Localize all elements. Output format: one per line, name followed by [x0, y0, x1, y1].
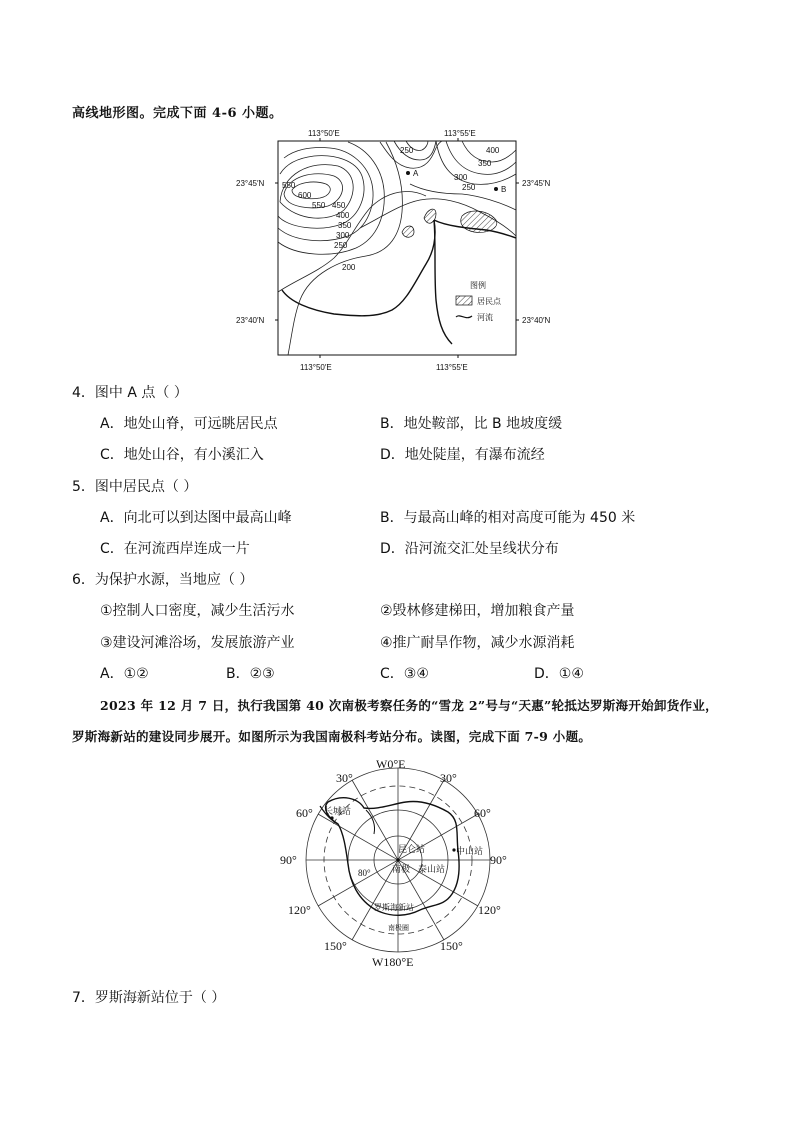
map-frame: [278, 141, 516, 355]
question-6-option-c[interactable]: C．③④: [380, 666, 429, 682]
zhongshan-dot: [452, 848, 455, 851]
question-5-option-a[interactable]: A．向北可以到达图中最高山峰: [100, 510, 292, 526]
contour-lines: [278, 141, 516, 355]
lat-label-upper-left: 23°45′N: [236, 179, 265, 188]
question-6-option-b[interactable]: B．②③: [226, 666, 275, 682]
south-pole-dot: [396, 858, 399, 861]
passage-line-2: 罗斯海新站的建设同步展开。如图所示为我国南极科考站分布。读图，完成下面 7-9 小题。: [72, 729, 592, 744]
contour-label: 400: [486, 146, 500, 155]
topographic-map: [230, 124, 570, 374]
contour-label: 300: [336, 231, 350, 240]
station-kunlun: 昆仑站: [398, 844, 426, 854]
question-4-option-c[interactable]: C．地处山谷，有小溪汇入: [100, 447, 264, 463]
question-6-stem: 6．为保护水源，当地应（ ）: [72, 572, 254, 588]
lat-label-upper-right: 23°45′N: [522, 179, 551, 188]
meridian-label-right-150: 150°: [440, 939, 463, 953]
contour-labels: [282, 146, 500, 272]
station-ross-sea: 罗斯海新站: [374, 903, 414, 912]
question-6-option-d[interactable]: D．①④: [534, 666, 584, 682]
point-b-label: B: [501, 185, 507, 194]
contour-label: 600: [298, 191, 312, 200]
contour-label: 350: [478, 159, 492, 168]
meridian-label-top: W0°E: [376, 757, 406, 771]
meridian-label-right-60: 60°: [474, 806, 491, 820]
station-zhongshan: 中山站: [456, 846, 484, 856]
question-5-option-b[interactable]: B．与最高山峰的相对高度可能为 450 米: [380, 510, 636, 526]
meridian-label-left-120: 120°: [288, 903, 311, 917]
legend-settlement-label: 居民点: [477, 297, 501, 306]
south-pole-label: 南极: [392, 864, 411, 874]
question-6-statement-3: ③建设河滩浴场，发展旅游产业: [100, 635, 295, 651]
changcheng-dot: [330, 816, 333, 819]
contour-label: 550: [312, 201, 326, 210]
contour-label: 300: [454, 173, 468, 182]
settlement-2: [402, 226, 414, 237]
question-4-option-b[interactable]: B．地处鞍部，比 B 地坡度缓: [380, 416, 563, 432]
contour-label: 250: [462, 183, 476, 192]
question-5-option-c[interactable]: C．在河流西岸连成一片: [100, 541, 250, 557]
lon-label-top-right: 113°55′E: [444, 129, 476, 138]
passage-line-1: 2023 年 12 月 7 日，执行我国第 40 次南极考察任务的“雪龙 2”号与“天惠”轮抵达罗斯海开始卸货作业，: [100, 698, 718, 713]
map-ticks: [275, 138, 519, 358]
question-5-option-d[interactable]: D．沿河流交汇处呈线状分布: [380, 541, 559, 557]
legend-settlement-swatch: [456, 296, 472, 305]
question-7-stem: 7．罗斯海新站位于（ ）: [72, 990, 226, 1006]
question-4-option-d[interactable]: D．地处陡崖，有瀑布流经: [380, 447, 545, 463]
legend-river-label: 河流: [477, 313, 493, 322]
antarctic-circle-label: 南极圈: [388, 924, 409, 932]
legend-river-swatch: [456, 316, 472, 318]
contour-label: 250: [334, 241, 348, 250]
contour-label: 200: [342, 263, 356, 272]
point-a-marker: [406, 171, 410, 175]
contour-label: 250: [400, 146, 414, 155]
question-4-option-a[interactable]: A．地处山脊，可远眺居民点: [100, 416, 278, 432]
lat-label-lower-left: 23°40′N: [236, 316, 265, 325]
point-a-label: A: [413, 169, 419, 178]
question-4-stem: 4．图中 A 点（ ）: [72, 385, 188, 401]
contour-label: 550: [282, 181, 296, 190]
point-b-marker: [494, 187, 498, 191]
meridian-label-left-90: 90°: [280, 853, 297, 867]
question-6-option-a[interactable]: A．①②: [100, 666, 149, 682]
lon-label-bottom-right: 113°55′E: [436, 363, 468, 372]
question-6-statement-2: ②毁林修建梯田，增加粮食产量: [380, 603, 575, 619]
antarctic-station-map: [268, 754, 528, 970]
question-5-stem: 5．图中居民点（ ）: [72, 479, 198, 495]
meridian-label-right-120: 120°: [478, 903, 501, 917]
meridian-label-left-60: 60°: [296, 806, 313, 820]
meridian-label-left-150: 150°: [324, 939, 347, 953]
meridian-label-right-90: 90°: [490, 853, 507, 867]
ice-shelf-line: [366, 810, 375, 834]
lat-80-label: 80°: [358, 868, 371, 878]
lat-label-lower-right: 23°40′N: [522, 316, 551, 325]
contour-label: 400: [336, 211, 350, 220]
station-taishan: 泰山站: [418, 864, 446, 874]
lon-label-bottom-left: 113°50′E: [300, 363, 332, 372]
legend-title: 图例: [470, 281, 486, 290]
settlement-3: [461, 211, 497, 232]
lon-label-top-left: 113°50′E: [308, 129, 340, 138]
question-6-statement-1: ①控制人口密度，减少生活污水: [100, 603, 295, 619]
meridian-label-left-30: 30°: [336, 771, 353, 785]
question-6-statement-4: ④推广耐旱作物，减少水源消耗: [380, 635, 575, 651]
meridian-label-bottom: W180°E: [372, 955, 414, 969]
contour-label: 350: [338, 221, 352, 230]
station-changcheng: 长城站: [324, 806, 352, 816]
map-legend: [456, 280, 502, 322]
meridian-label-right-30: 30°: [440, 771, 457, 785]
contour-label: 450: [332, 201, 346, 210]
intro-line: 高线地形图。完成下面 4-6 小题。: [72, 106, 283, 121]
